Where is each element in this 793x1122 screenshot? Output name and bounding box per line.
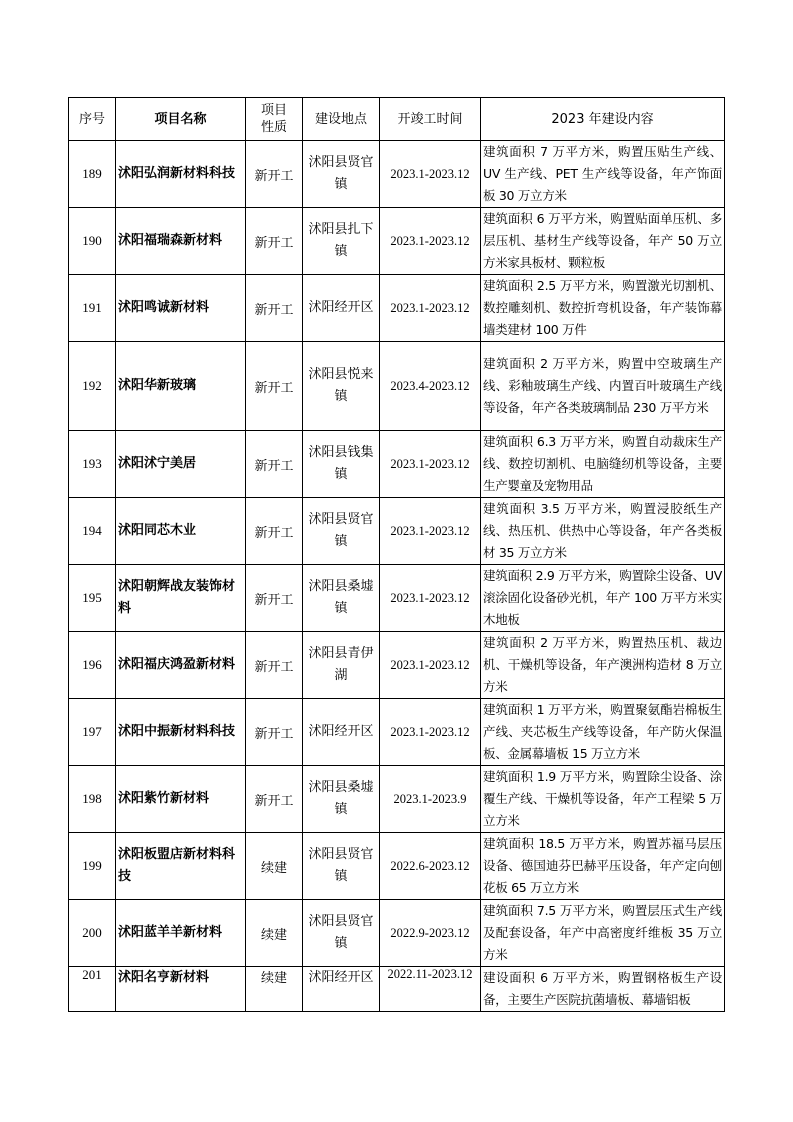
project-type: 新开工 xyxy=(246,766,303,833)
project-time: 2023.1-2023.12 xyxy=(380,208,481,275)
table-row xyxy=(69,431,725,498)
header-row xyxy=(69,98,725,141)
row-number: 193 xyxy=(69,431,116,498)
project-name: 沭阳朝辉战友装饰材料 xyxy=(116,565,246,632)
project-name: 沭阳福瑞森新材料 xyxy=(116,208,246,275)
project-time: 2023.1-2023.12 xyxy=(380,141,481,208)
project-type: 新开工 xyxy=(246,141,303,208)
project-content: 建筑面积 1.9 万平方米，购置除尘设备、涂覆生产线、干燥机等设备，年产工程梁 5 万立方米 xyxy=(481,766,725,833)
table-row xyxy=(69,699,725,766)
project-time: 2023.4-2023.12 xyxy=(380,342,481,431)
row-number: 189 xyxy=(69,141,116,208)
row-number: 201 xyxy=(69,967,116,1012)
header-location: 建设地点 xyxy=(303,98,380,141)
project-name: 沭阳板盟店新材料科技 xyxy=(116,833,246,900)
project-type: 新开工 xyxy=(246,699,303,766)
project-content: 建筑面积 18.5 万平方米，购置苏福马层压设备、德国迪芬巴赫平压设备，年产定向刨花板 65 万立方米 xyxy=(481,833,725,900)
project-content: 建筑面积 2.9 万平方米，购置除尘设备、UV 滚涂固化设备砂光机，年产 100 万平方米实木地板 xyxy=(481,565,725,632)
project-time: 2022.9-2023.12 xyxy=(380,900,481,967)
project-location: 沭阳经开区 xyxy=(303,699,380,766)
project-name: 沭阳鸣诚新材料 xyxy=(116,275,246,342)
project-name: 沭阳沭宁美居 xyxy=(116,431,246,498)
project-name: 沭阳弘润新材料科技 xyxy=(116,141,246,208)
project-content: 建筑面积 2 万平方米，购置热压机、裁边机、干燥机等设备，年产澳洲构造材 8 万立方米 xyxy=(481,632,725,699)
table-row xyxy=(69,565,725,632)
project-name: 沭阳中振新材料科技 xyxy=(116,699,246,766)
row-number: 200 xyxy=(69,900,116,967)
project-type: 续建 xyxy=(246,900,303,967)
project-type: 新开工 xyxy=(246,565,303,632)
project-table xyxy=(68,97,725,1012)
project-content: 建筑面积 6.3 万平方米，购置自动裁床生产线、数控切割机、电脑缝纫机等设备，主要生产婴童及宠物用品 xyxy=(481,431,725,498)
row-number: 194 xyxy=(69,498,116,565)
project-location: 沭阳县钱集镇 xyxy=(303,431,380,498)
project-name: 沭阳紫竹新材料 xyxy=(116,766,246,833)
project-location: 沭阳县扎下镇 xyxy=(303,208,380,275)
table-row xyxy=(69,900,725,967)
project-location: 沭阳县悦来镇 xyxy=(303,342,380,431)
row-number: 190 xyxy=(69,208,116,275)
project-content: 建筑面积 2.5 万平方米，购置激光切割机、数控雕刻机、数控折弯机设备，年产装饰幕墙类建材 100 万件 xyxy=(481,275,725,342)
project-content: 建筑面积 7.5 万平方米，购置层压式生产线及配套设备，年产中高密度纤维板 35 万立方米 xyxy=(481,900,725,967)
project-type: 续建 xyxy=(246,833,303,900)
project-content: 建筑面积 7 万平方米，购置压贴生产线、UV 生产线、PET 生产线等设备，年产饰面板 30 万立方米 xyxy=(481,141,725,208)
project-time: 2023.1-2023.9 xyxy=(380,766,481,833)
project-location: 沭阳经开区 xyxy=(303,275,380,342)
project-location: 沭阳县贤官镇 xyxy=(303,833,380,900)
table-row xyxy=(69,632,725,699)
project-content: 建筑面积 1 万平方米，购置聚氨酯岩棉板生产线、夹芯板生产线等设备，年产防火保温板、金属幕墙板 15 万立方米 xyxy=(481,699,725,766)
row-number: 195 xyxy=(69,565,116,632)
project-name: 沭阳名亨新材料 xyxy=(116,967,246,1012)
row-number: 192 xyxy=(69,342,116,431)
table-row xyxy=(69,141,725,208)
project-time: 2023.1-2023.12 xyxy=(380,632,481,699)
table-row xyxy=(69,498,725,565)
table-row xyxy=(69,208,725,275)
project-time: 2023.1-2023.12 xyxy=(380,699,481,766)
header-content: 2023 年建设内容 xyxy=(481,98,725,141)
project-time: 2022.6-2023.12 xyxy=(380,833,481,900)
project-content: 建筑面积 6 万平方米，购置贴面单压机、多层压机、基材生产线等设备，年产 50 万立方米家具板材、颗粒板 xyxy=(481,208,725,275)
project-name: 沭阳同芯木业 xyxy=(116,498,246,565)
table-row xyxy=(69,342,725,431)
project-time: 2023.1-2023.12 xyxy=(380,431,481,498)
project-type: 新开工 xyxy=(246,498,303,565)
table-row xyxy=(69,833,725,900)
project-location: 沭阳县贤官镇 xyxy=(303,498,380,565)
project-content: 建筑面积 3.5 万平方米，购置浸胶纸生产线、热压机、供热中心等设备，年产各类板材 35 万立方米 xyxy=(481,498,725,565)
project-location: 沭阳县青伊湖 xyxy=(303,632,380,699)
row-number: 199 xyxy=(69,833,116,900)
table-row xyxy=(69,766,725,833)
project-content: 建设面积 6 万平方米，购置钢格板生产设备，主要生产医院抗菌墙板、幕墙铝板 xyxy=(481,967,725,1012)
project-time: 2023.1-2023.12 xyxy=(380,275,481,342)
project-name: 沭阳华新玻璃 xyxy=(116,342,246,431)
project-type: 新开工 xyxy=(246,431,303,498)
project-time: 2023.1-2023.12 xyxy=(380,565,481,632)
header-type: 项目 性质 xyxy=(246,98,303,141)
header-no: 序号 xyxy=(69,98,116,141)
project-location: 沭阳经开区 xyxy=(303,967,380,1012)
project-type: 续建 xyxy=(246,967,303,1012)
row-number: 198 xyxy=(69,766,116,833)
project-name: 沭阳蓝羊羊新材料 xyxy=(116,900,246,967)
project-time: 2022.11-2023.12 xyxy=(380,967,481,1012)
row-number: 197 xyxy=(69,699,116,766)
row-number: 191 xyxy=(69,275,116,342)
project-content: 建筑面积 2 万平方米，购置中空玻璃生产线、彩釉玻璃生产线、内置百叶玻璃生产线等设备，年产各类玻璃制品 230 万平方米 xyxy=(481,342,725,431)
project-time: 2023.1-2023.12 xyxy=(380,498,481,565)
project-location: 沭阳县桑墟镇 xyxy=(303,766,380,833)
table-row xyxy=(69,275,725,342)
table-row xyxy=(69,967,725,1012)
header-time: 开竣工时间 xyxy=(380,98,481,141)
project-type: 新开工 xyxy=(246,632,303,699)
project-location: 沭阳县贤官镇 xyxy=(303,141,380,208)
project-name: 沭阳福庆鸿盈新材料 xyxy=(116,632,246,699)
project-location: 沭阳县桑墟镇 xyxy=(303,565,380,632)
header-name: 项目名称 xyxy=(116,98,246,141)
project-location: 沭阳县贤官镇 xyxy=(303,900,380,967)
project-type: 新开工 xyxy=(246,342,303,431)
project-type: 新开工 xyxy=(246,208,303,275)
project-type: 新开工 xyxy=(246,275,303,342)
row-number: 196 xyxy=(69,632,116,699)
